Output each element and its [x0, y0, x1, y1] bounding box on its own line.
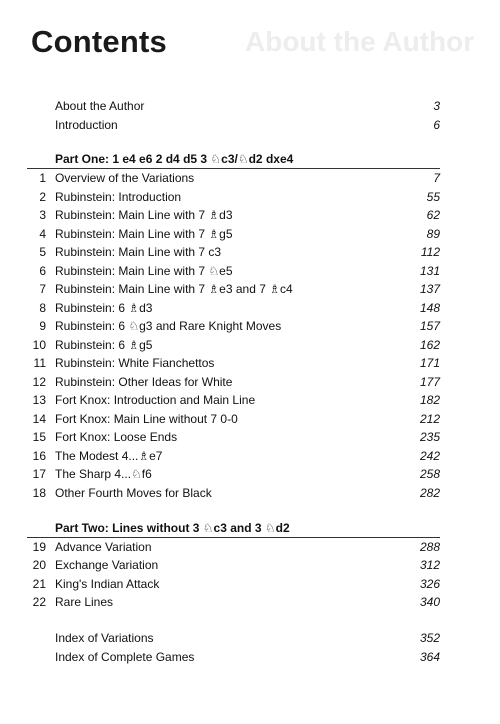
toc-chapter-row[interactable] — [0, 409, 500, 429]
chapter-number: 9 — [39, 319, 46, 333]
chapter-number: 1 — [39, 171, 46, 185]
chapter-title: Rare Lines — [55, 595, 114, 610]
toc-chapter-row[interactable] — [0, 224, 500, 244]
chapter-page: 177 — [419, 374, 440, 389]
chapter-title: Rubinstein: 6 ♘g3 and Rare Knight Moves — [55, 319, 282, 333]
chapter-number: 17 — [32, 467, 46, 481]
chapter-page: 62 — [426, 208, 440, 222]
chapter-number: 22 — [32, 595, 46, 610]
chapter-number: 4 — [39, 226, 46, 241]
chapter-page: 312 — [419, 558, 440, 573]
toc-chapter-row[interactable] — [0, 427, 500, 447]
toc-chapter-row[interactable] — [0, 372, 500, 392]
chapter-number: 12 — [32, 374, 46, 389]
chapter-page: 112 — [420, 245, 440, 259]
chapter-number: 14 — [32, 411, 46, 426]
toc-chapter-row[interactable] — [0, 592, 500, 612]
chapter-number: 16 — [32, 448, 46, 463]
chapter-number: 5 — [39, 245, 46, 259]
chapter-title: Advance Variation — [55, 540, 152, 554]
chapter-title: Rubinstein: Main Line with 7 ♗e3 and 7 ♗c4 — [55, 282, 293, 296]
toc-chapter-row[interactable] — [0, 537, 500, 557]
toc-chapter-row[interactable] — [0, 555, 500, 575]
chapter-number: 20 — [32, 558, 46, 573]
chapter-title: Rubinstein: Main Line with 7 c3 — [55, 245, 222, 259]
toc-chapter-row[interactable] — [0, 574, 500, 594]
toc-chapter-row[interactable] — [0, 316, 500, 336]
entry-title: Index of Variations — [55, 631, 154, 645]
chapter-number: 13 — [32, 393, 46, 407]
chapter-page: 288 — [419, 540, 440, 554]
chapter-page: 148 — [419, 300, 440, 315]
toc-chapter-row[interactable] — [0, 279, 500, 299]
chapter-title: Rubinstein: Other Ideas for White — [55, 374, 233, 389]
chapter-page: 212 — [419, 411, 440, 426]
chapter-title: Rubinstein: 6 ♗g5 — [55, 337, 153, 352]
toc-entry[interactable] — [0, 96, 500, 116]
toc-chapter-row[interactable] — [0, 335, 500, 355]
toc-entry[interactable] — [0, 628, 500, 648]
chapter-title: King's Indian Attack — [55, 576, 160, 591]
chapter-number: 6 — [39, 263, 46, 278]
chapter-page: 242 — [419, 448, 440, 463]
chapter-title: Rubinstein: 6 ♗d3 — [55, 300, 153, 315]
entry-page: 352 — [419, 631, 440, 645]
chapter-title: Overview of the Variations — [55, 171, 195, 185]
chapter-page: 7 — [433, 171, 440, 185]
chapter-number: 21 — [32, 576, 46, 591]
chapter-page: 235 — [419, 430, 440, 444]
chapter-title: Rubinstein: White Fianchettos — [55, 356, 215, 370]
chapter-title: The Sharp 4...♘f6 — [55, 467, 152, 481]
toc-chapter-row[interactable] — [0, 353, 500, 373]
page-title: Contents — [31, 24, 167, 59]
chapter-page: 162 — [419, 337, 440, 352]
entry-title: Index of Complete Games — [55, 650, 195, 664]
toc-entry[interactable] — [0, 115, 500, 135]
chapter-number: 15 — [32, 430, 46, 444]
chapter-number: 8 — [39, 300, 46, 315]
chapter-title: Rubinstein: Main Line with 7 ♗g5 — [55, 226, 233, 241]
chapter-page: 157 — [419, 319, 440, 333]
chapter-page: 89 — [426, 226, 440, 241]
chapter-title: Fort Knox: Loose Ends — [55, 430, 178, 444]
part-two-heading: Part Two: Lines without 3 ♘c3 and 3 ♘d2 — [55, 521, 290, 535]
toc-chapter-row[interactable] — [0, 446, 500, 466]
chapter-page: 182 — [419, 393, 440, 407]
part-one-heading: Part One: 1 e4 e6 2 d4 d5 3 ♘c3/♘d2 dxe4 — [55, 152, 294, 166]
chapter-number: 2 — [39, 189, 46, 204]
toc-chapter-row[interactable] — [0, 298, 500, 318]
toc-chapter-row[interactable] — [0, 168, 500, 188]
toc-chapter-row[interactable] — [0, 261, 500, 281]
chapter-page: 55 — [426, 189, 440, 204]
chapter-page: 131 — [419, 263, 440, 278]
chapter-number: 10 — [32, 337, 46, 352]
toc-chapter-row[interactable] — [0, 390, 500, 410]
toc-chapter-row[interactable] — [0, 464, 500, 484]
chapter-page: 137 — [419, 282, 440, 296]
chapter-number: 19 — [32, 540, 46, 554]
entry-title: Introduction — [55, 118, 118, 132]
entry-title: About the Author — [55, 99, 145, 113]
watermark-text: About the Author — [245, 26, 475, 57]
toc-chapter-row[interactable] — [0, 483, 500, 503]
entry-page: 364 — [419, 650, 440, 664]
chapter-title: Rubinstein: Main Line with 7 ♘e5 — [55, 263, 233, 278]
chapter-title: Fort Knox: Main Line without 7 0-0 — [55, 411, 238, 426]
chapter-page: 282 — [419, 485, 440, 500]
chapter-number: 3 — [39, 208, 46, 222]
chapter-number: 18 — [32, 485, 46, 500]
chapter-title: Fort Knox: Introduction and Main Line — [55, 393, 256, 407]
chapter-title: Exchange Variation — [55, 558, 159, 573]
chapter-number: 11 — [33, 356, 46, 370]
chapter-title: Other Fourth Moves for Black — [55, 485, 212, 500]
chapter-page: 326 — [419, 576, 440, 591]
chapter-title: The Modest 4...♗e7 — [55, 448, 163, 463]
chapter-page: 258 — [419, 467, 440, 481]
entry-page: 3 — [433, 99, 440, 113]
toc-entry[interactable] — [0, 647, 500, 667]
chapter-page: 340 — [419, 595, 440, 610]
toc-chapter-row[interactable] — [0, 242, 500, 262]
entry-page: 6 — [433, 118, 440, 132]
toc-chapter-row[interactable] — [0, 187, 500, 207]
chapter-number: 7 — [39, 282, 46, 296]
chapter-title: Rubinstein: Main Line with 7 ♗d3 — [55, 208, 233, 222]
toc-chapter-row[interactable] — [0, 205, 500, 225]
chapter-title: Rubinstein: Introduction — [55, 189, 182, 204]
chapter-page: 171 — [419, 356, 440, 370]
